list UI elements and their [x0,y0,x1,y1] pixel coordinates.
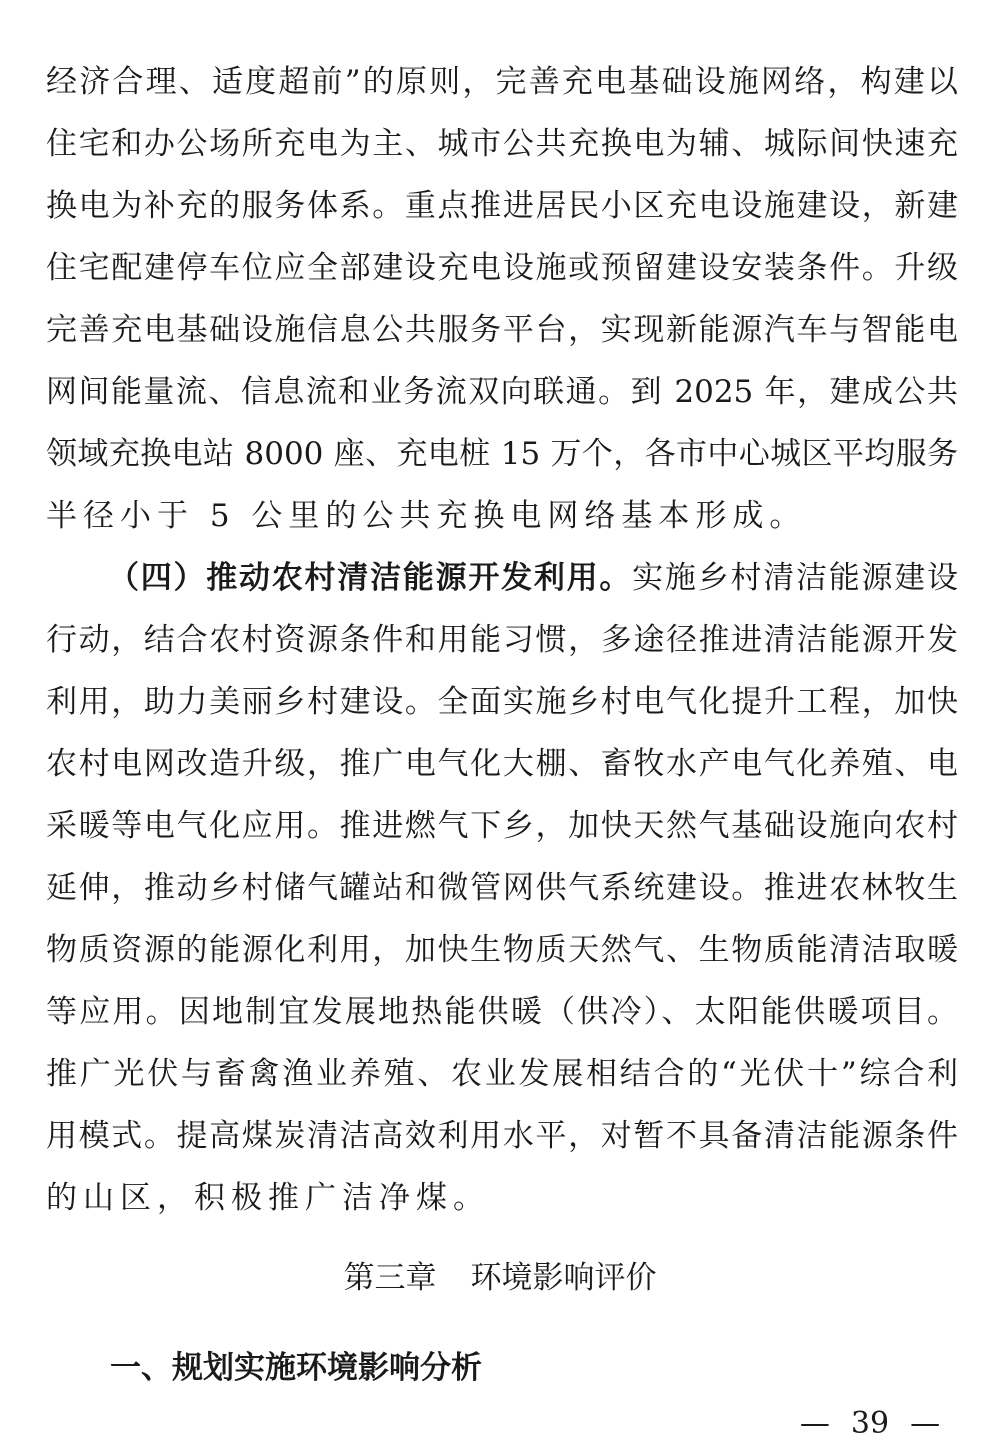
page-number-left-dash: — [799,1406,830,1441]
paragraph2-line-2: 行动，结合农村资源条件和用能习惯，多途径推进清洁能源开发 [46,622,958,658]
paragraph2-line-10: 用模式。提高煤炭清洁高效利用水平，对暂不具备清洁能源条件 [46,1118,958,1154]
paragraph1-line-1: 经济合理、适度超前”的原则，完善充电基础设施网络，构建以 [46,64,958,100]
page-number-right-dash: — [910,1406,941,1441]
paragraph1-line-6: 网间能量流、信息流和业务流双向联通。到 2025 年，建成公共 [46,374,958,410]
page-number-value: 39 [850,1406,890,1441]
paragraph1-line-5: 完善充电基础设施信息公共服务平台，实现新能源汽车与智能电 [46,312,958,348]
paragraph2-line-8: 等应用。因地制宜发展地热能供暖（供冷）、太阳能供暖项目。 [46,994,958,1030]
paragraph2-line-11: 的山区，积极推广洁净煤。 [46,1180,490,1216]
paragraph2-line-3: 利用，助力美丽乡村建设。全面实施乡村电气化提升工程，加快 [46,684,958,720]
paragraph1-line-7: 领域充换电站 8000 座、充电桩 15 万个，各市中心城区平均服务 [46,436,958,472]
paragraph1-line-2: 住宅和办公场所充电为主、城市公共充换电为辅、城际间快速充 [46,126,958,162]
paragraph1-line-3: 换电为补充的服务体系。重点推进居民小区充电设施建设，新建 [46,188,958,224]
paragraph2-line-9: 推广光伏与畜禽渔业养殖、农业发展相结合的“光伏十”综合利 [46,1056,958,1092]
section-heading: 一、规划实施环境影响分析 [110,1350,482,1386]
paragraph2-line-5: 采暖等电气化应用。推进燃气下乡，加快天然气基础设施向农村 [46,808,958,844]
chapter-title: 环境影响评价 [470,1260,657,1296]
paragraph1-line-4: 住宅配建停车位应全部建设充电设施或预留建设安装条件。升级 [46,250,958,286]
paragraph2-heading: （四）推动农村清洁能源开发利用。 [108,560,633,596]
paragraph2-line-7: 物质资源的能源化利用，加快生物质天然气、生物质能清洁取暖 [46,932,958,968]
page-number [790,1404,950,1444]
chapter-number: 第三章 [343,1260,437,1296]
paragraph2-line-4: 农村电网改造升级，推广电气化大棚、畜牧水产电气化养殖、电 [46,746,958,782]
chapter-heading [0,1258,1000,1298]
paragraph2-line-6: 延伸，推动乡村储气罐站和微管网供气系统建设。推进农林牧生 [46,870,958,906]
paragraph2-first-line [108,558,958,598]
paragraph1-line-8: 半径小于 5 公里的公共充换电网络基本形成。 [46,498,807,534]
paragraph2-first-line-rest: 实施乡村清洁能源建设 [632,560,959,596]
